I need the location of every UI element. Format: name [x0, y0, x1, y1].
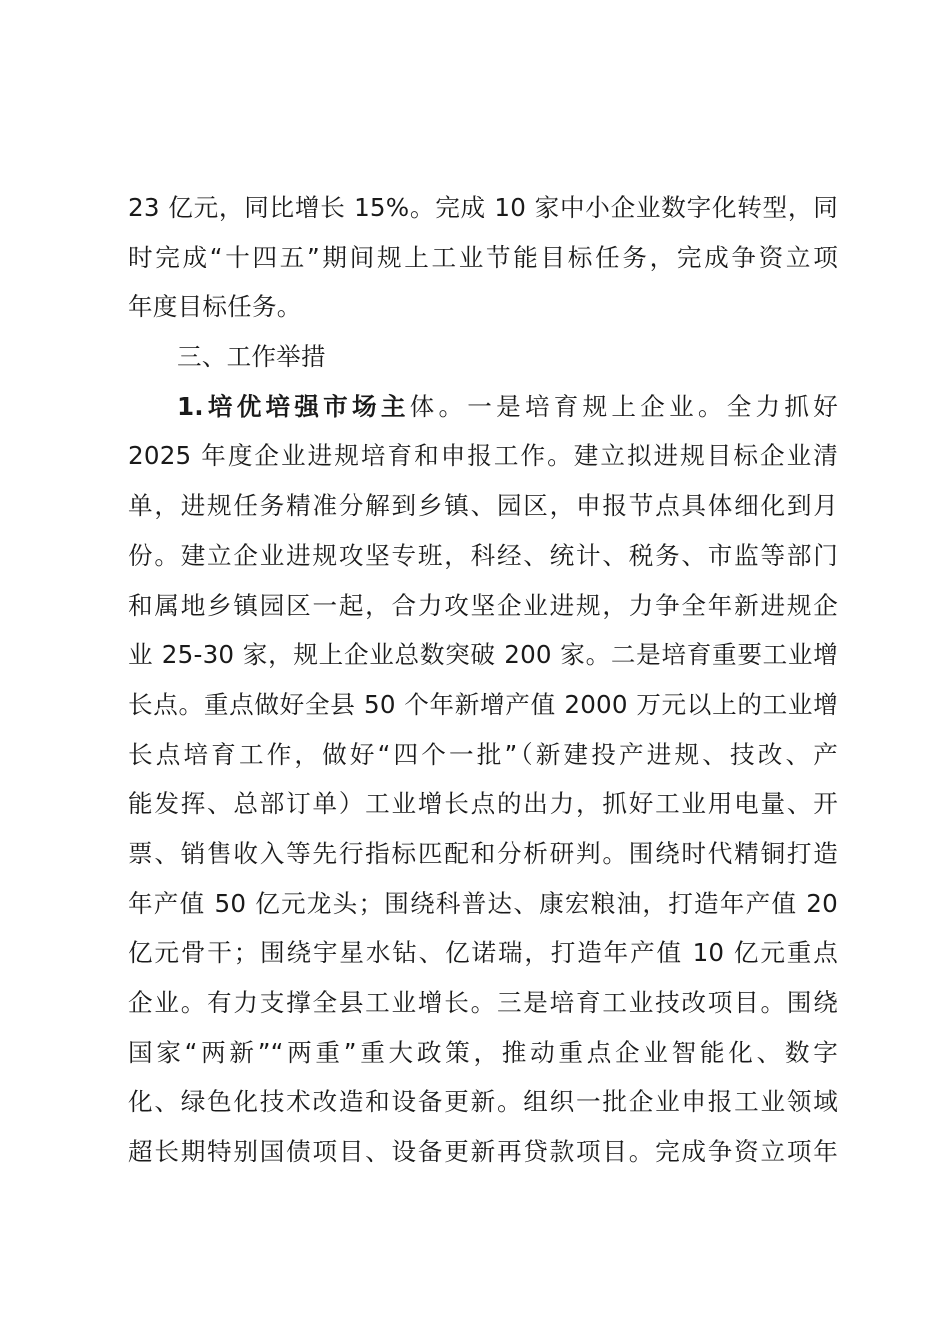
text-line: 份。建立企业进规攻坚专班，科经、统计、税务、市监等部门 [128, 540, 838, 570]
text-line: 23 亿元，同比增长 15%。完成 10 家中小企业数字化转型，同 [128, 193, 838, 222]
text-line: 2025 年度企业进规培育和申报工作。建立拟进规目标企业清 [128, 441, 838, 471]
text-line: 时完成“十四五”期间规上工业节能目标任务，完成争资立项 [128, 242, 838, 272]
text-line: 长点培育工作，做好“四个一批”（新建投产进规、技改、产 [128, 739, 838, 769]
text-line: 长点。重点做好全县 50 个年新增产值 2000 万元以上的工业增 [128, 689, 838, 719]
text-line: 年产值 50 亿元龙头；围绕科普达、康宏粮油，打造年产值 20 [128, 888, 838, 918]
text-line: 单，进规任务精准分解到乡镇、园区，申报节点具体细化到月 [128, 491, 838, 521]
document-body [128, 183, 838, 1177]
text-line: 票、销售收入等先行指标匹配和分析研判。围绕时代精铜打造 [128, 838, 838, 868]
text-line: 国家“两新”“两重”重大政策，推动重点企业智能化、数字 [128, 1037, 838, 1067]
text-line: 能发挥、总部订单）工业增长点的出力，抓好工业用电量、开 [128, 789, 838, 819]
text-line: 业 25-30 家，规上企业总数突破 200 家。二是培育重要工业增 [128, 640, 838, 670]
text-line: 亿元骨干；围绕宇星水钻、亿诺瑞，打造年产值 10 亿元重点 [128, 938, 838, 968]
text-line: 企业。有力支撑全县工业增长。三是培育工业技改项目。围绕 [128, 988, 838, 1017]
text-line: 和属地乡镇园区一起，合力攻坚企业进规，力争全年新进规企 [128, 590, 838, 620]
subheading-rest: 体。一是培育规上企业。全力抓好 [409, 391, 838, 421]
section-heading: 三、工作举措 [177, 342, 326, 372]
paragraph-first-line [128, 382, 838, 432]
text-line: 超长期特别国债项目、设备更新再贷款项目。完成争资立项年 [128, 1137, 838, 1167]
subheading-bold: 1.培优培强市场主 [177, 391, 410, 421]
text-line: 化、绿色化技术改造和设备更新。组织一批企业申报工业领域 [128, 1087, 838, 1117]
text-line: 年度目标任务。 [128, 292, 302, 322]
